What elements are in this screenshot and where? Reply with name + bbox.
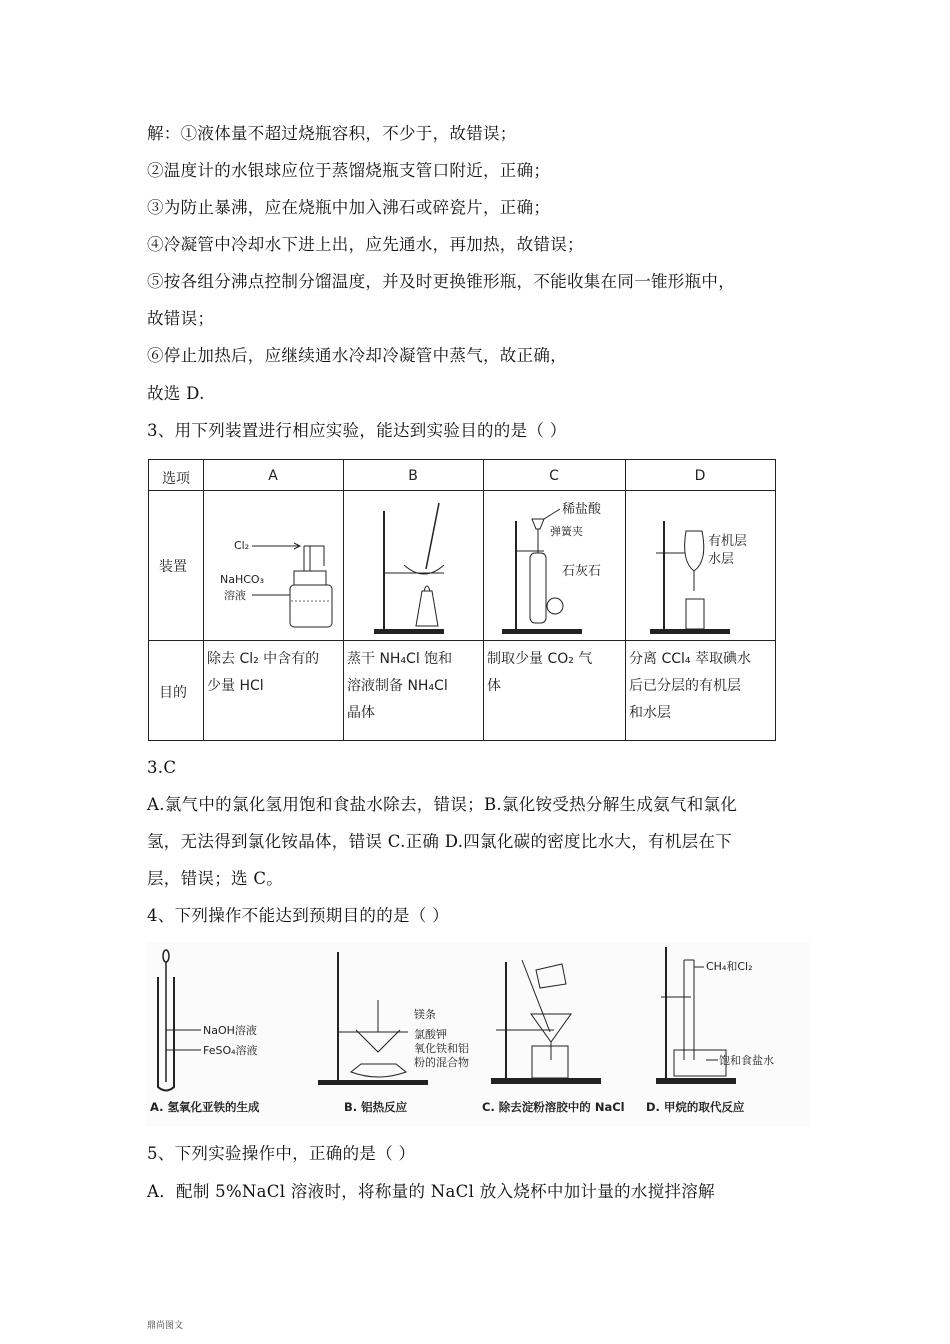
q3-explanation-line: 层，错误；选 C。 <box>147 869 284 888</box>
row-label-apparatus: 装置 <box>159 559 187 575</box>
solution-line: 故错误； <box>147 309 215 328</box>
fig4-caption-c: C. 除去淀粉溶胶中的 NaCl <box>482 1100 625 1114</box>
apparatus-c-gas-generator <box>484 491 625 639</box>
fig4-d-gas-label: CH₄和Cl₂ <box>706 960 753 973</box>
q3-question: 3、用下列装置进行相应实验，能达到实验目的的是（ ） <box>147 421 567 440</box>
fig4-caption-a: A. 氢氧化亚铁的生成 <box>150 1100 260 1114</box>
fig4-b-label-1: 镁条 <box>414 1008 436 1021</box>
fig4-caption-b: B. 铝热反应 <box>344 1100 408 1114</box>
solution-line: 故选 D. <box>147 384 205 403</box>
fig4-a-test-tube <box>158 950 258 1091</box>
purpose-a: 除去 Cl₂ 中含有的 少量 HCl <box>207 651 320 694</box>
solution-line: ④冷凝管中冷却水下进上出，应先通水，再加热，故错误； <box>147 235 584 254</box>
fig4-d-liquid-label: 饱和食盐水 <box>719 1054 774 1067</box>
q5-question: 5、下列实验操作中，正确的是（ ） <box>147 1144 416 1163</box>
q5-option-a: A．配制 5%NaCl 溶液时，将称量的 NaCl 放入烧杯中加计量的水搅拌溶解 <box>147 1182 715 1201</box>
row-label-purpose: 目的 <box>159 685 187 701</box>
table-header-option: 选项 <box>162 471 190 487</box>
purpose-c: 制取少量 CO₂ 气 体 <box>487 651 593 694</box>
fig4-a-bottom-label: FeSO₄溶液 <box>203 1044 258 1057</box>
a-gas-label: Cl₂ <box>234 539 250 552</box>
table-header-b: B <box>408 468 418 484</box>
fig4-b-thermite <box>318 952 469 1085</box>
a-reagent-label-2: 溶液 <box>224 589 246 602</box>
purpose-d: 分离 CCl₄ 萃取碘水 后已分层的有机层 和水层 <box>629 651 751 721</box>
apparatus-d-separatory-funnel <box>626 491 775 639</box>
q3-explanation-line: 氢，无法得到氯化铵晶体，错误 C.正确 D.四氯化碳的密度比水大，有机层在下 <box>147 832 733 851</box>
apparatus-a-gas-washing-bottle <box>204 491 343 639</box>
page-footer: 鼎尚图文 <box>147 1321 184 1331</box>
solution-line: 解：①液体量不超过烧瓶容积，不少于，故错误； <box>147 124 517 143</box>
table-header-c: C <box>549 468 559 484</box>
q3-explanation-line: A.氯气中的氯化氢用饱和食盐水除去，错误；B.氯化铵受热分解生成氨气和氯化 <box>147 795 738 814</box>
purpose-b: 蒸干 NH₄Cl 饱和 溶液制备 NH₄Cl 晶体 <box>347 651 453 721</box>
fig4-d-methane <box>656 947 774 1084</box>
fig4-b-label-2: 氯酸钾 <box>414 1028 447 1041</box>
solution-line: ③为防止暴沸，应在烧瓶中加入沸石或碎瓷片，正确； <box>147 198 551 217</box>
c-acid-label: 稀盐酸 <box>562 502 602 517</box>
q3-answer: 3.C <box>147 758 177 777</box>
solution-line: ⑥停止加热后，应继续通水冷却冷凝管中蒸气，故正确， <box>147 346 567 365</box>
q4-question: 4、下列操作不能达到预期目的的是（ ） <box>147 906 449 925</box>
apparatus-b-evaporation <box>344 491 483 639</box>
fig4-caption-d: D. 甲烷的取代反应 <box>646 1100 745 1114</box>
fig4-c-filtration <box>491 960 601 1084</box>
fig4-a-top-label: NaOH溶液 <box>203 1024 257 1037</box>
q3-options-table <box>148 459 776 741</box>
fig4-b-label-3: 氧化铁和铝 <box>414 1042 469 1055</box>
d-organic-label: 有机层 <box>708 534 748 549</box>
solution-line: ②温度计的水银球应位于蒸馏烧瓶支管口附近，正确； <box>147 161 551 180</box>
a-reagent-label-1: NaHCO₃ <box>220 573 264 586</box>
q4-figure <box>146 942 811 1127</box>
table-header-a: A <box>268 468 278 484</box>
d-water-label: 水层 <box>708 552 735 567</box>
fig4-b-label-4: 粉的混合物 <box>414 1056 469 1069</box>
table-header-d: D <box>694 468 706 484</box>
solution-line: ⑤按各组分沸点控制分馏温度，并及时更换锥形瓶，不能收集在同一锥形瓶中， <box>147 272 735 291</box>
c-clamp-label: 弹簧夹 <box>550 525 583 538</box>
c-solid-label: 石灰石 <box>562 564 602 579</box>
